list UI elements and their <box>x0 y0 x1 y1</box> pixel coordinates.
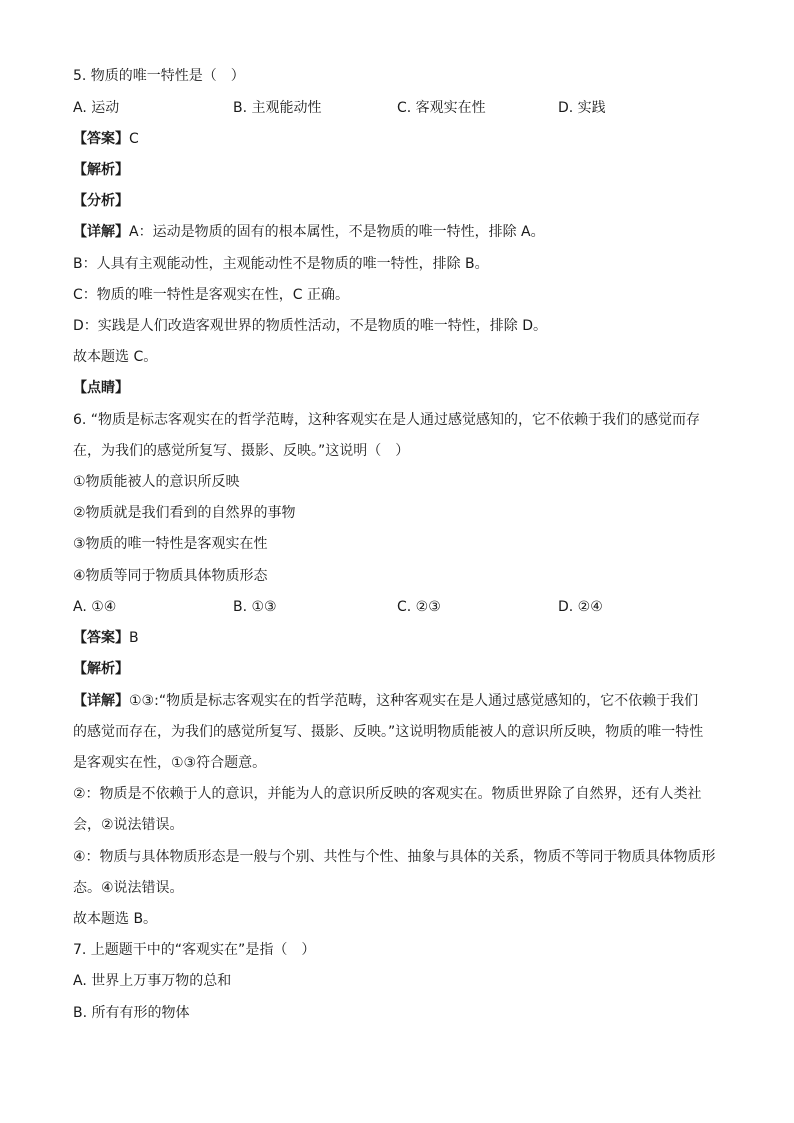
q6-statement: ②物质就是我们看到的自然界的事物 <box>73 505 296 521</box>
q6-detail-line: ②：物质是不依赖于人的意识，并能为人的意识所反映的客观实在。物质世界除了自然界，还有人类社 <box>73 786 702 802</box>
q5-conclusion: 故本题选 C。 <box>73 349 158 365</box>
q6-detail-line: 是客观实在性，①③符合题意。 <box>73 755 267 771</box>
q7-option-b: B. 所有有形的物体 <box>73 1005 190 1021</box>
q6-stem-line: 6. “物质是标志客观实在的哲学范畴，这种客观实在是人通过感觉感知的，它不依赖于我们的感觉而存 <box>73 412 701 428</box>
q5-detail-line: C：物质的唯一特性是客观实在性，C 正确。 <box>73 287 349 303</box>
q5-option-d: D. 实践 <box>558 100 606 116</box>
q6-analysis-tag: 【解析】 <box>73 661 129 677</box>
q6-answer-value: B <box>129 630 139 646</box>
q6-detail-line <box>73 691 723 711</box>
q5-answer-value: C <box>129 131 139 147</box>
q6-detail-text: ①③:“物质是标志客观实在的哲学范畴，这种客观实在是人通过感觉感知的，它不依赖于我们 <box>129 693 699 709</box>
q6-detail-line: 态。④说法错误。 <box>73 880 184 896</box>
q6-option-a: A. ①④ <box>73 599 117 615</box>
q6-detail-line: 的感觉而存在，为我们的感觉所复写、摄影、反映。”这说明物质能被人的意识所反映，物质的唯一特性 <box>73 724 704 740</box>
q6-answer <box>73 628 723 648</box>
q5-stem: 5. 物质的唯一特性是（ ） <box>73 68 245 84</box>
q5-answer-tag: 【答案】 <box>73 131 129 147</box>
q6-stem-line: 在，为我们的感觉所复写、摄影、反映。”这说明（ ） <box>73 443 410 459</box>
q5-fenxi-tag: 【分析】 <box>73 193 129 209</box>
q7-option-a: A. 世界上万事万物的总和 <box>73 973 232 989</box>
q6-option-c: C. ②③ <box>397 599 441 615</box>
q5-detail-tag: 【详解】 <box>73 224 129 240</box>
q7-stem: 7. 上题题干中的“客观实在”是指（ ） <box>73 942 316 958</box>
q5-detail-line: D：实践是人们改造客观世界的物质性活动，不是物质的唯一特性，排除 D。 <box>73 318 548 334</box>
q6-detail-line: ④：物质与具体物质形态是一般与个别、共性与个性、抽象与具体的关系，物质不等同于物质具体物质形 <box>73 849 716 865</box>
q6-option-d: D. ②④ <box>558 599 603 615</box>
q6-statement: ①物质能被人的意识所反映 <box>73 474 240 490</box>
q6-detail-tag: 【详解】 <box>73 693 129 709</box>
q5-detail-text: A：运动是物质的固有的根本属性，不是物质的唯一特性，排除 A。 <box>129 224 545 240</box>
q6-conclusion: 故本题选 B。 <box>73 911 158 927</box>
q6-detail-line: 会，②说法错误。 <box>73 817 184 833</box>
q5-detail-line: B：人具有主观能动性，主观能动性不是物质的唯一特性，排除 B。 <box>73 256 489 272</box>
q5-analysis-tag: 【解析】 <box>73 162 129 178</box>
q5-detail-line <box>73 222 723 242</box>
q6-answer-tag: 【答案】 <box>73 630 129 646</box>
q6-option-b: B. ①③ <box>233 599 277 615</box>
q5-option-a: A. 运动 <box>73 100 120 116</box>
q5-option-c: C. 客观实在性 <box>397 100 486 116</box>
q5-option-b: B. 主观能动性 <box>233 100 322 116</box>
q6-statement: ③物质的唯一特性是客观实在性 <box>73 536 268 552</box>
q6-statement: ④物质等同于物质具体物质形态 <box>73 568 268 584</box>
q5-answer <box>73 129 723 149</box>
q5-highlight-tag: 【点睛】 <box>73 380 129 396</box>
